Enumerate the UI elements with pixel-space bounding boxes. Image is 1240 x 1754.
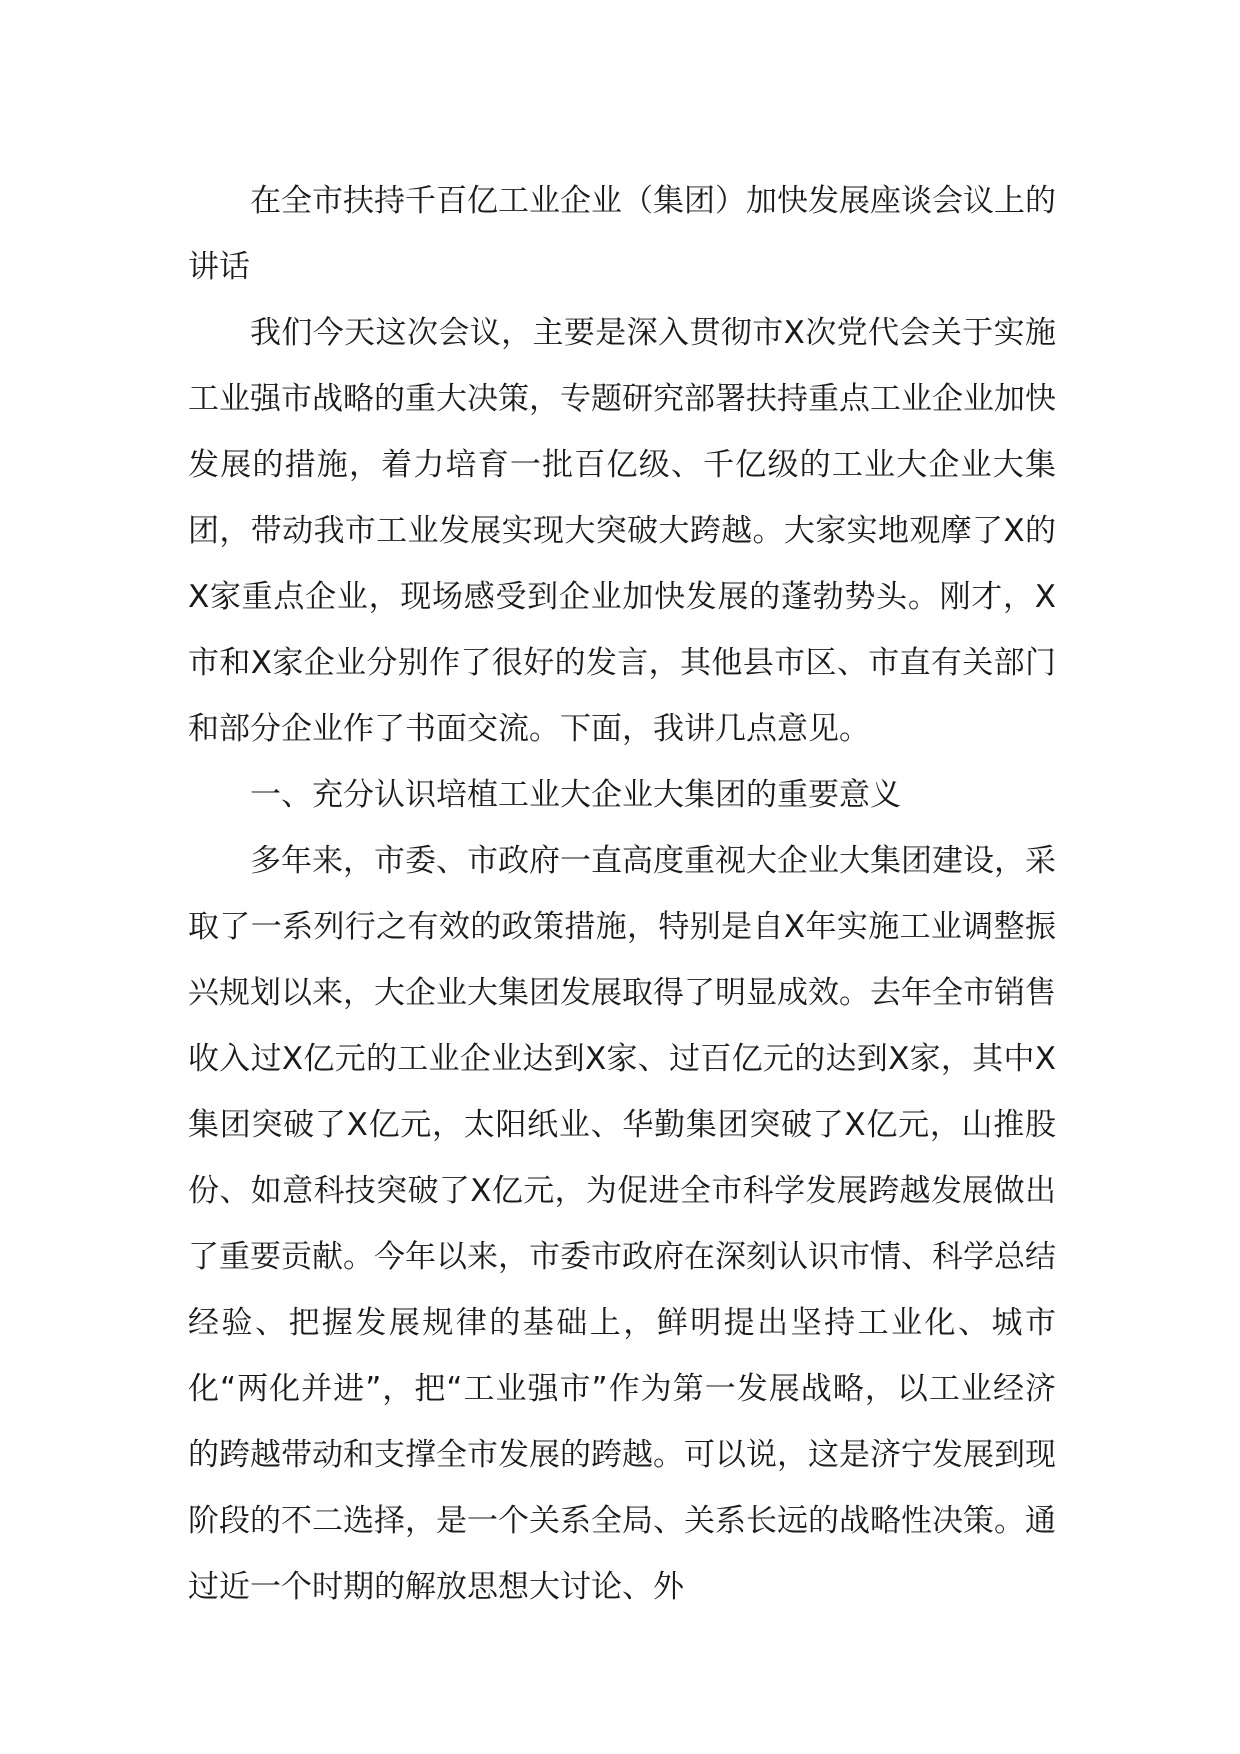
paragraph-body: 多年来，市委、市政府一直高度重视大企业大集团建设，采取了一系列行之有效的政策措施，特别是自X年实施工业调整振兴规划以来，大企业大集团发展取得了明显成效。去年全市销售收入过X亿元的工业企业达到X家、过百亿元的达到X家，其中X集团突破了X亿元，太阳纸业、华勤集团突破了X亿元，山推股份、如意科技突破了X亿元，为促进全市科学发展跨越发展做出了重要贡献。今年以来，市委市政府在深刻认识市情、科学总结经验、把握发展规律的基础上，鲜明提出坚持工业化、城市化“两化并进”，把“工业强市”作为第一发展战略，以工业经济的跨越带动和支撑全市发展的跨越。可以说，这是济宁发展到现阶段的不二选择，是一个关系全局、关系长远的战略性决策。通过近一个时期的解放思想大讨论、外 (188, 843, 1056, 1605)
paragraph-intro: 我们今天这次会议，主要是深入贯彻市X次党代会关于实施工业强市战略的重大决策，专题研究部署扶持重点工业企业加快发展的措施，着力培育一批百亿级、千亿级的工业大企业大集团，带动我市工业发展实现大突破大跨越。大家实地观摩了X的X家重点企业，现场感受到企业加快发展的蓬勃势头。刚才，X市和X家企业分别作了很好的发言，其他县市区、市直有关部门和部分企业作了书面交流。下面，我讲几点意见。 (188, 315, 1056, 747)
document-title: 在全市扶持千百亿工业企业（集团）加快发展座谈会议上的讲话 (188, 183, 1056, 285)
document-page (188, 168, 1056, 1620)
section-heading-1: 一、充分认识培植工业大企业大集团的重要意义 (250, 777, 901, 813)
